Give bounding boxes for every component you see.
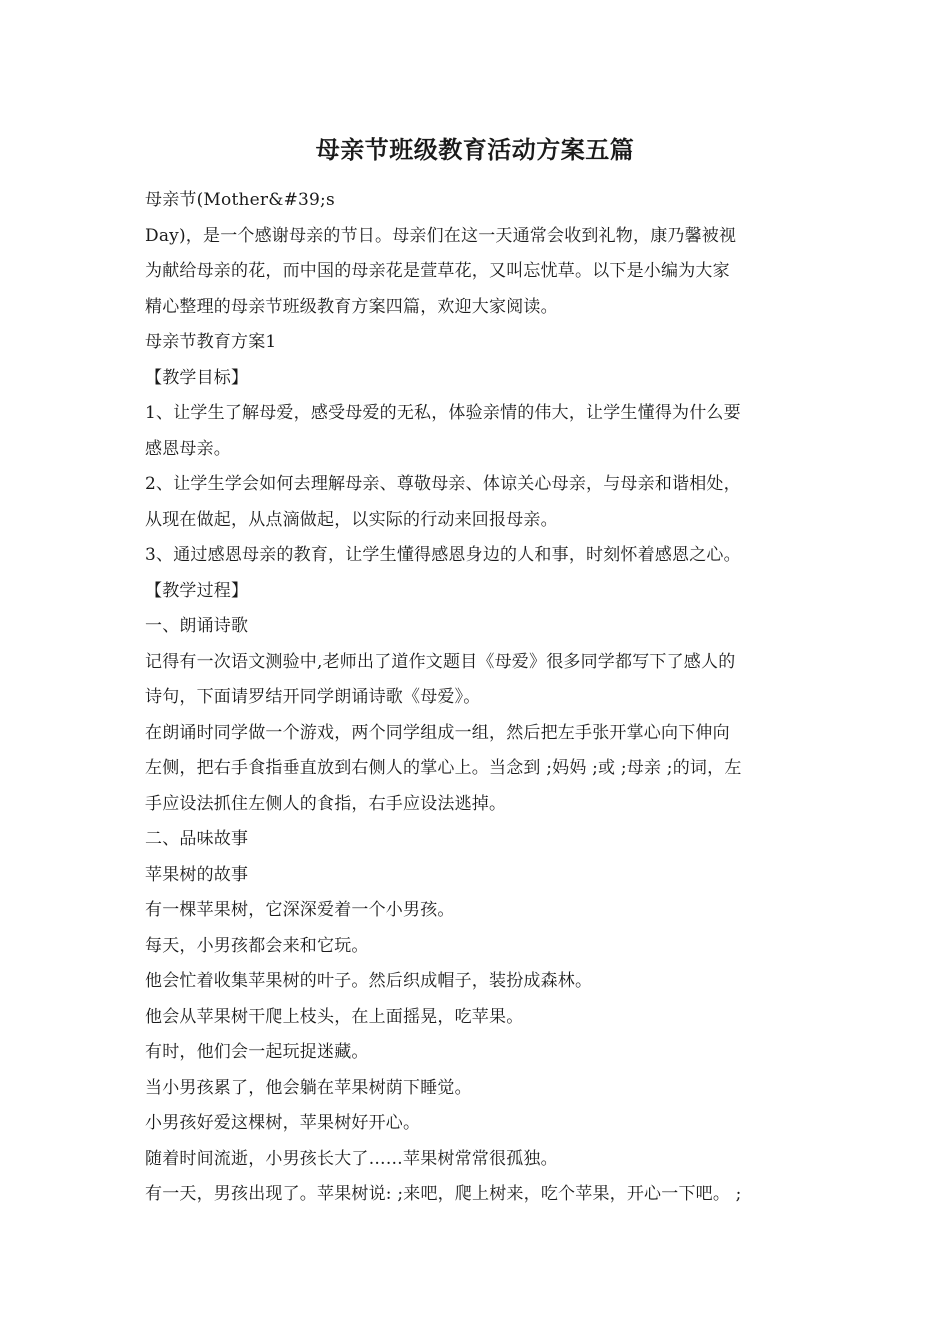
- intro-line: Day)，是一个感谢母亲的节日。母亲们在这一天通常会收到礼物，康乃馨被视: [145, 225, 737, 246]
- story-line: 有时，他们会一起玩捉迷藏。: [145, 1042, 369, 1062]
- story-line: 有一天，男孩出现了。苹果树说: ;来吧，爬上树来，吃个苹果，开心一下吧。 ;: [145, 1184, 742, 1204]
- section-heading-1: 一、朗诵诗歌: [145, 616, 249, 636]
- goal-2-line: 2、让学生学会如何去理解母亲、尊敬母亲、体谅关心母亲，与母亲和谐相处，: [145, 474, 741, 494]
- story-line: 小男孩好爱这棵树，苹果树好开心。: [145, 1113, 421, 1133]
- goal-1-line: 1、让学生了解母爱，感受母爱的无私，体验亲情的伟大，让学生懂得为什么要: [145, 403, 741, 423]
- document-body: [145, 183, 807, 1213]
- story-line: 他会忙着收集苹果树的叶子。然后织成帽子，装扮成森林。: [145, 971, 593, 991]
- story-line: 他会从苹果树干爬上枝头，在上面摇晃，吃苹果。: [145, 1006, 524, 1027]
- section-1-paragraph-line: 记得有一次语文测验中,老师出了道作文题目《母爱》很多同学都写下了感人的: [145, 651, 736, 672]
- story-title: 苹果树的故事: [145, 864, 249, 885]
- document-title: 母亲节班级教育活动方案五篇: [315, 135, 635, 164]
- section-1-paragraph-line: 在朗诵时同学做一个游戏，两个同学组成一组，然后把左手张开掌心向下伸向: [145, 722, 730, 743]
- goal-1-line: 感恩母亲。: [145, 438, 231, 459]
- goal-3: 3、通过感恩母亲的教育，让学生懂得感恩身边的人和事，时刻怀着感恩之心。: [145, 545, 741, 565]
- story-line: 随着时间流逝，小男孩长大了……苹果树常常很孤独。: [145, 1148, 558, 1169]
- plan-heading: 母亲节教育方案1: [145, 332, 277, 352]
- section-1-paragraph-line: 诗句，下面请罗结开同学朗诵诗歌《母爱》。: [145, 687, 481, 707]
- intro-line: 为献给母亲的花，而中国的母亲花是萱草花，又叫忘忧草。以下是小编为大家: [145, 261, 730, 281]
- intro-line: 精心整理的母亲节班级教育方案四篇，欢迎大家阅读。: [145, 296, 558, 317]
- section-1-paragraph-line: 手应设法抓住左侧人的食指，右手应设法逃掉。: [145, 793, 507, 814]
- process-heading: 【教学过程】: [145, 580, 249, 601]
- story-line: 每天，小男孩都会来和它玩。: [145, 935, 369, 956]
- story-line: 有一棵苹果树，它深深爱着一个小男孩。: [145, 900, 455, 920]
- goal-2-line: 从现在做起，从点滴做起，以实际的行动来回报母亲。: [145, 509, 558, 530]
- section-heading-2: 二、品味故事: [145, 829, 249, 849]
- section-1-paragraph-line: 左侧，把右手食指垂直放到右侧人的掌心上。当念到 ;妈妈 ;或 ;母亲 ;的词，左: [145, 758, 742, 778]
- goals-heading: 【教学目标】: [145, 367, 249, 388]
- intro-line: 母亲节(Mother&#39;s: [145, 190, 335, 210]
- story-line: 当小男孩累了，他会躺在苹果树荫下睡觉。: [145, 1077, 472, 1098]
